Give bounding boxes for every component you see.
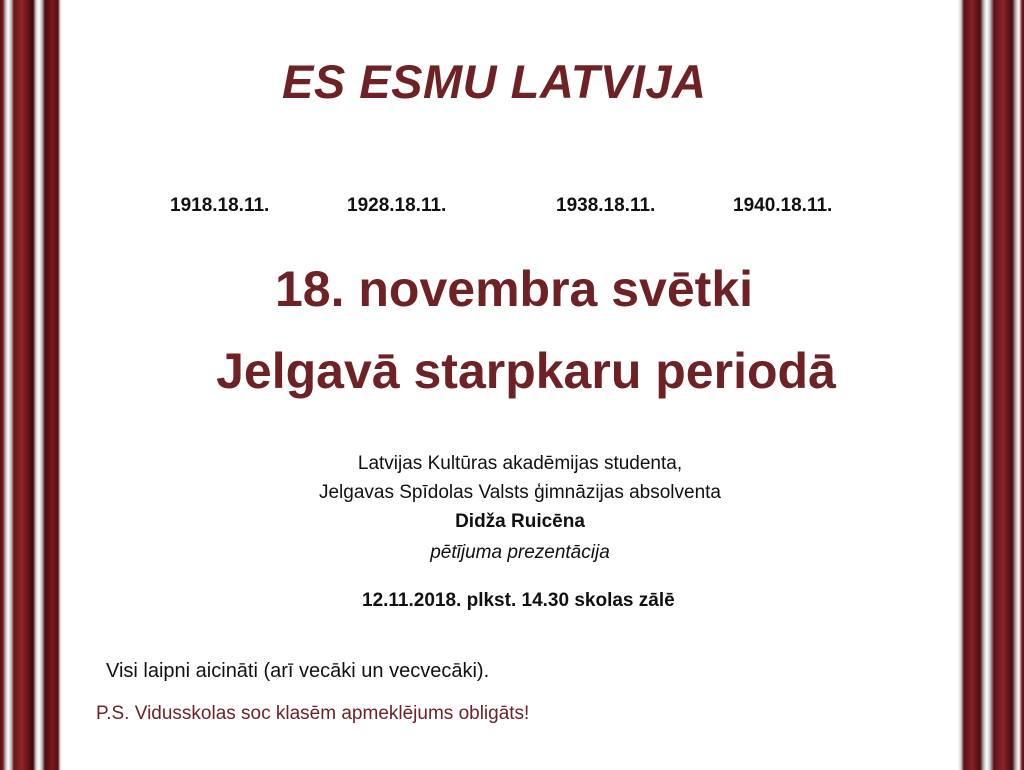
author-affiliation-1: Latvijas Kultūras akadēmijas studenta, [357,453,683,474]
headline-line-2: Jelgavā starpkaru periodā [216,343,836,399]
date-1940: 1940.18.11. [733,195,833,216]
date-1928: 1928.18.11. [347,195,447,216]
invitation-text: Visi laipni aicināti (arī vecāki un vecvecāki). [106,660,490,682]
left-curtain-border [0,0,62,770]
presentation-label: pētījuma prezentācija [430,542,610,563]
event-details: 12.11.2018. plkst. 14.30 skolas zālē [362,590,675,611]
right-curtain-border [958,0,1024,770]
date-1938: 1938.18.11. [556,195,656,216]
author-name: Didža Ruicēna [455,511,585,532]
headline-line-1: 18. novembra svētki [274,261,754,317]
slide-title: ES ESMU LATVIJA [282,55,707,108]
date-1918: 1918.18.11. [170,195,270,216]
author-affiliation-2: Jelgavas Spīdolas Valsts ģimnāzijas absolventa [318,482,722,503]
ps-note: P.S. Vidusskolas soc klasēm apmeklējums obligāts! [96,703,530,724]
